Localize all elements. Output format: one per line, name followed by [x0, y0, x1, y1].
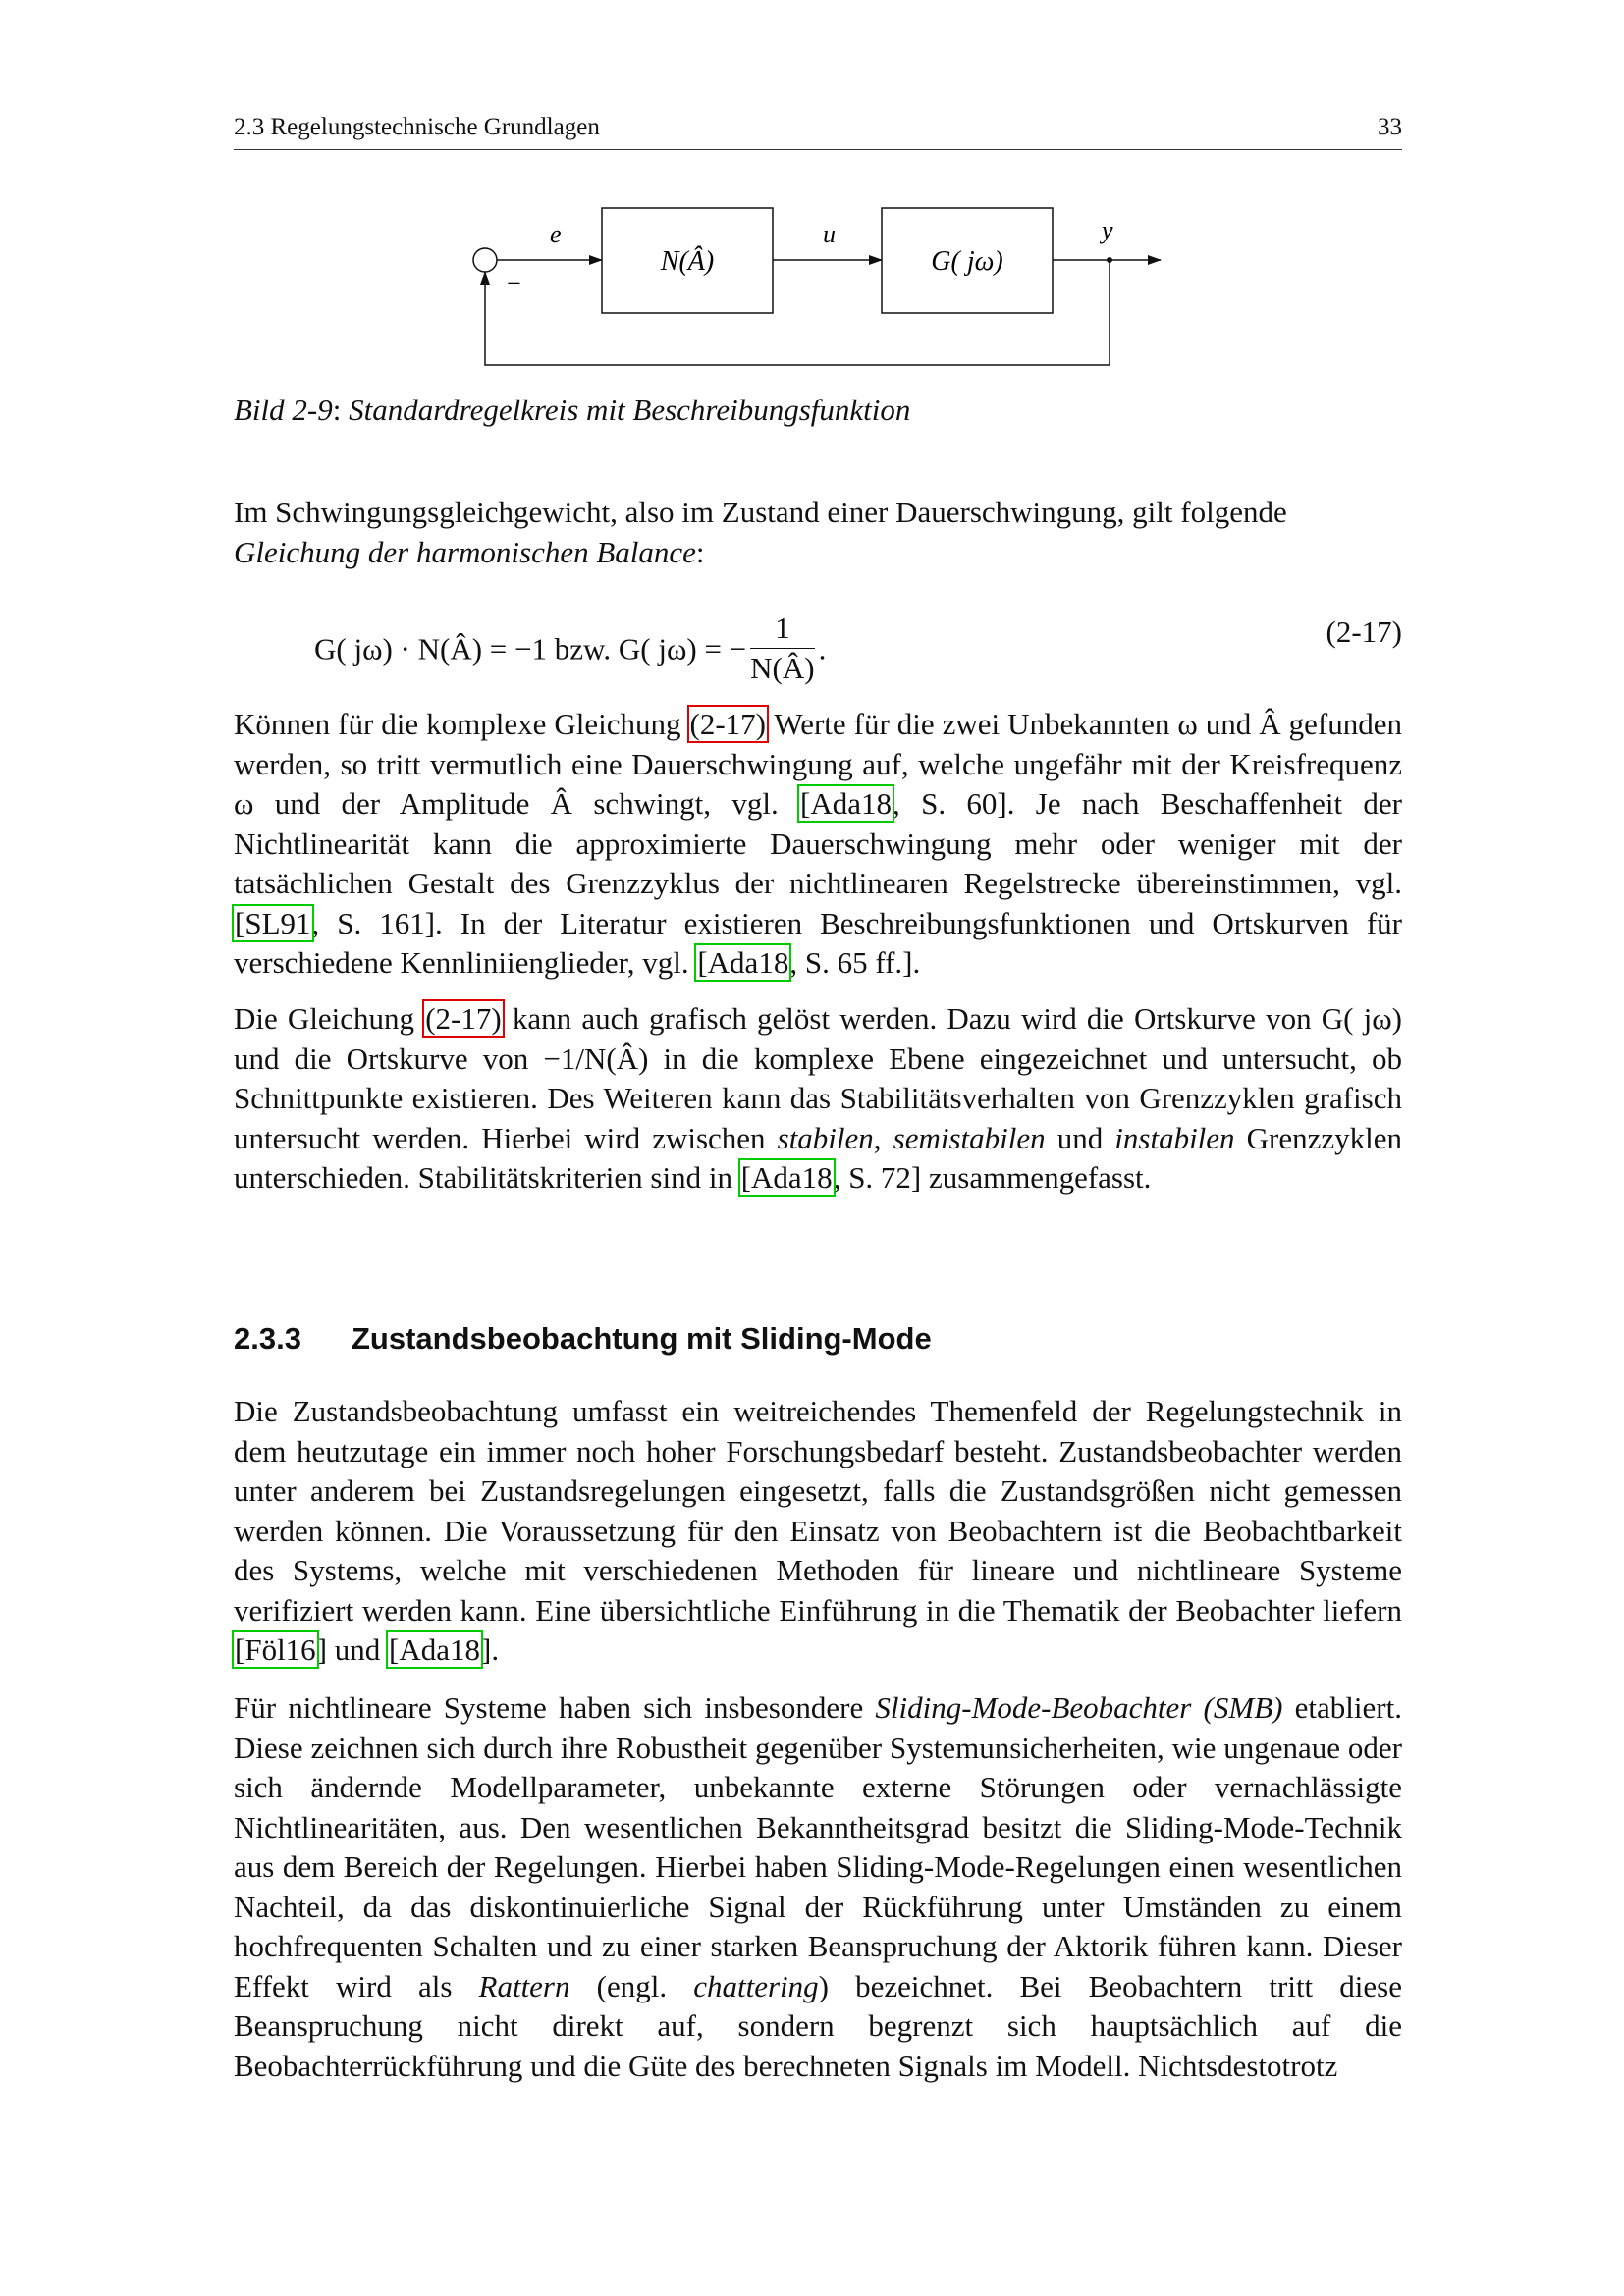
fraction-denominator: N(Â) [750, 651, 815, 685]
italic-term: instabilen [1114, 1120, 1235, 1155]
text: etabliert. Diese zeichnen sich durch ihre Robustheit gegenüber Systemunsicherheiten, wie ungenaue oder sich ändernde Modellparameter, unbekannte externe Störungen oder vernachlässigte Nichtlinearitäten, aus. Den wesentlichen Bekanntheitsgrad besitzt die Sliding-Mode-Technik aus dem Bereich der Regelungen. Hierbei haben Sliding-Mode-Regelungen einen wesentlichen Nachteil, da das diskontinuierliche Signal der Rückführung unter Umständen zu einem hochfrequenten Schalten und zu einer starken Beanspruchung der Aktorik führen kann. Dieser Effekt wird als [234, 1690, 1402, 2003]
italic-term: Rattern [478, 1968, 570, 2003]
paragraph-4 [234, 1688, 1402, 2086]
text: (engl. [569, 1968, 694, 2003]
italic-term: Sliding-Mode-Beobachter (SMB) [875, 1690, 1283, 1725]
page-number: 33 [1378, 114, 1402, 140]
italic-term: chattering [693, 1968, 819, 2003]
section-heading [234, 1321, 1402, 1357]
text: Für nichtlineare Systeme haben sich insbesondere [234, 1690, 876, 1725]
text: , S. 65 ff.]. [789, 945, 921, 980]
text: , S. 72] zusammengefasst. [833, 1160, 1152, 1195]
citation-link[interactable]: [SL91 [235, 905, 311, 940]
text: , S. 161]. In der Literatur existieren Beschreibungsfunktionen und Ortskurven für verschiedene Kennliniienglieder, vgl. [234, 905, 1402, 980]
citation-link[interactable]: [Ada18 [740, 1160, 833, 1195]
figure-caption [234, 393, 1402, 428]
fraction-numerator: 1 [750, 611, 814, 649]
text: , [873, 1120, 893, 1155]
text: und [1045, 1120, 1115, 1155]
citation-link[interactable]: [Ada18 [800, 786, 893, 821]
signal-e-label: e [550, 220, 562, 248]
intro-colon: : [695, 534, 705, 569]
intro-text: Im Schwingungsgleichgewicht, also im Zustand einer Dauerschwingung, gilt folgende [234, 495, 1287, 529]
text: Die Gleichung [234, 1001, 425, 1036]
section-title: Zustandsbeobachtung mit Sliding-Mode [352, 1321, 932, 1356]
signal-y-label: y [1102, 216, 1113, 244]
text: , S. 60]. Je nach Beschaffenheit der Nichtlinearität kann die approximierte Dauerschwingung mehr oder weniger mit der tatsächlichen Gestalt des Grenzzyklus der nichtlinearen Regelstrecke übereinstimmen, vgl. [234, 786, 1402, 900]
text: Die Zustandsbeobachtung umfasst ein weitreichendes Themenfeld der Regelungstechnik in dem heutzutage ein immer noch hoher Forschungsbedarf besteht. Zustandsbeobachter werden unter anderem bei Zustandsregelungen eingesetzt, falls die Zustandsgrößen nicht gemessen werden können. Die Voraussetzung für den Einsatz von Beobachtern ist die Beobachtbarkeit des Systems, welche mit verschiedenen Methoden für lineare und nichtlineare Systeme verifiziert werden kann. Eine übersichtliche Einführung in die Thematik der Beobachter liefern [234, 1394, 1402, 1628]
block-diagram [461, 201, 1188, 383]
text: ]. [481, 1632, 500, 1667]
italic-term: stabilen [777, 1120, 874, 1155]
text: Werte für die zwei Unbekannten ω und Â gefunden werden, so tritt vermutlich eine Dauerschwingung auf, welche ungefähr mit der Kreisfrequenz ω und der Amplitude Â schwingt, vgl. [234, 707, 1403, 821]
italic-term: semistabilen [893, 1120, 1046, 1155]
equation-body [314, 611, 827, 690]
signal-u-label: u [823, 220, 836, 248]
text: ) bezeichnet. Bei Beobachtern tritt diese Beanspruchung nicht direkt auf, sondern begrenzt sich hauptsächlich auf die Beobachterrückführung und die Güte des berechneten Signals im Modell. Nichtsdestotrotz [234, 1968, 1402, 2083]
equation-fraction [750, 611, 814, 686]
intro-paragraph [234, 493, 1402, 572]
header-section-title: 2.3 Regelungstechnische Grundlagen [234, 114, 600, 140]
summing-junction [473, 248, 497, 272]
citation-link[interactable]: [Föl16 [235, 1632, 316, 1667]
equation-number: (2-17) [1326, 614, 1402, 649]
caption-label: Bild 2-9 [234, 393, 333, 427]
equation-link[interactable]: (2-17) [689, 707, 766, 741]
paragraph-3 [234, 1392, 1402, 1671]
block-plant-label: G( jω) [931, 246, 1003, 277]
text: ] und [316, 1632, 389, 1667]
paragraph-1 [234, 705, 1402, 984]
equation-link[interactable]: (2-17) [425, 1001, 502, 1036]
running-header [234, 110, 1402, 150]
caption-text: Standardregelkreis mit Beschreibungsfunktion [349, 393, 911, 427]
paragraph-2 [234, 999, 1402, 1199]
citation-link[interactable]: [Ada18 [389, 1632, 480, 1667]
equation-2-17 [234, 585, 1402, 685]
citation-link[interactable]: [Ada18 [697, 945, 789, 980]
minus-sign: − [507, 269, 521, 297]
intro-term: Gleichung der harmonischen Balance [234, 534, 696, 569]
section-number: 2.3.3 [234, 1321, 301, 1356]
text: kann auch grafisch gelöst werden. Dazu wird die Ortskurve von G( jω) und die Ortskurve von −1/N(Â) in die komplexe Ebene eingezeichnet und untersucht, ob Schnittpunkte existieren. Des Weiteren kann das Stabilitätsverhalten von Grenzzyklen grafisch untersucht werden. Hierbei wird zwischen [234, 1001, 1402, 1155]
text: Grenzzyklen unterschieden. Stabilitätskriterien sind in [234, 1120, 1402, 1195]
equation-end: . [818, 631, 827, 667]
caption-separator: : [332, 393, 350, 427]
block-nonlinearity-label: N(Â) [660, 246, 715, 277]
equation-lhs: G( jω) · N(Â) = −1 bzw. G( jω) = − [314, 631, 747, 667]
text: Können für die komplexe Gleichung [234, 707, 689, 741]
